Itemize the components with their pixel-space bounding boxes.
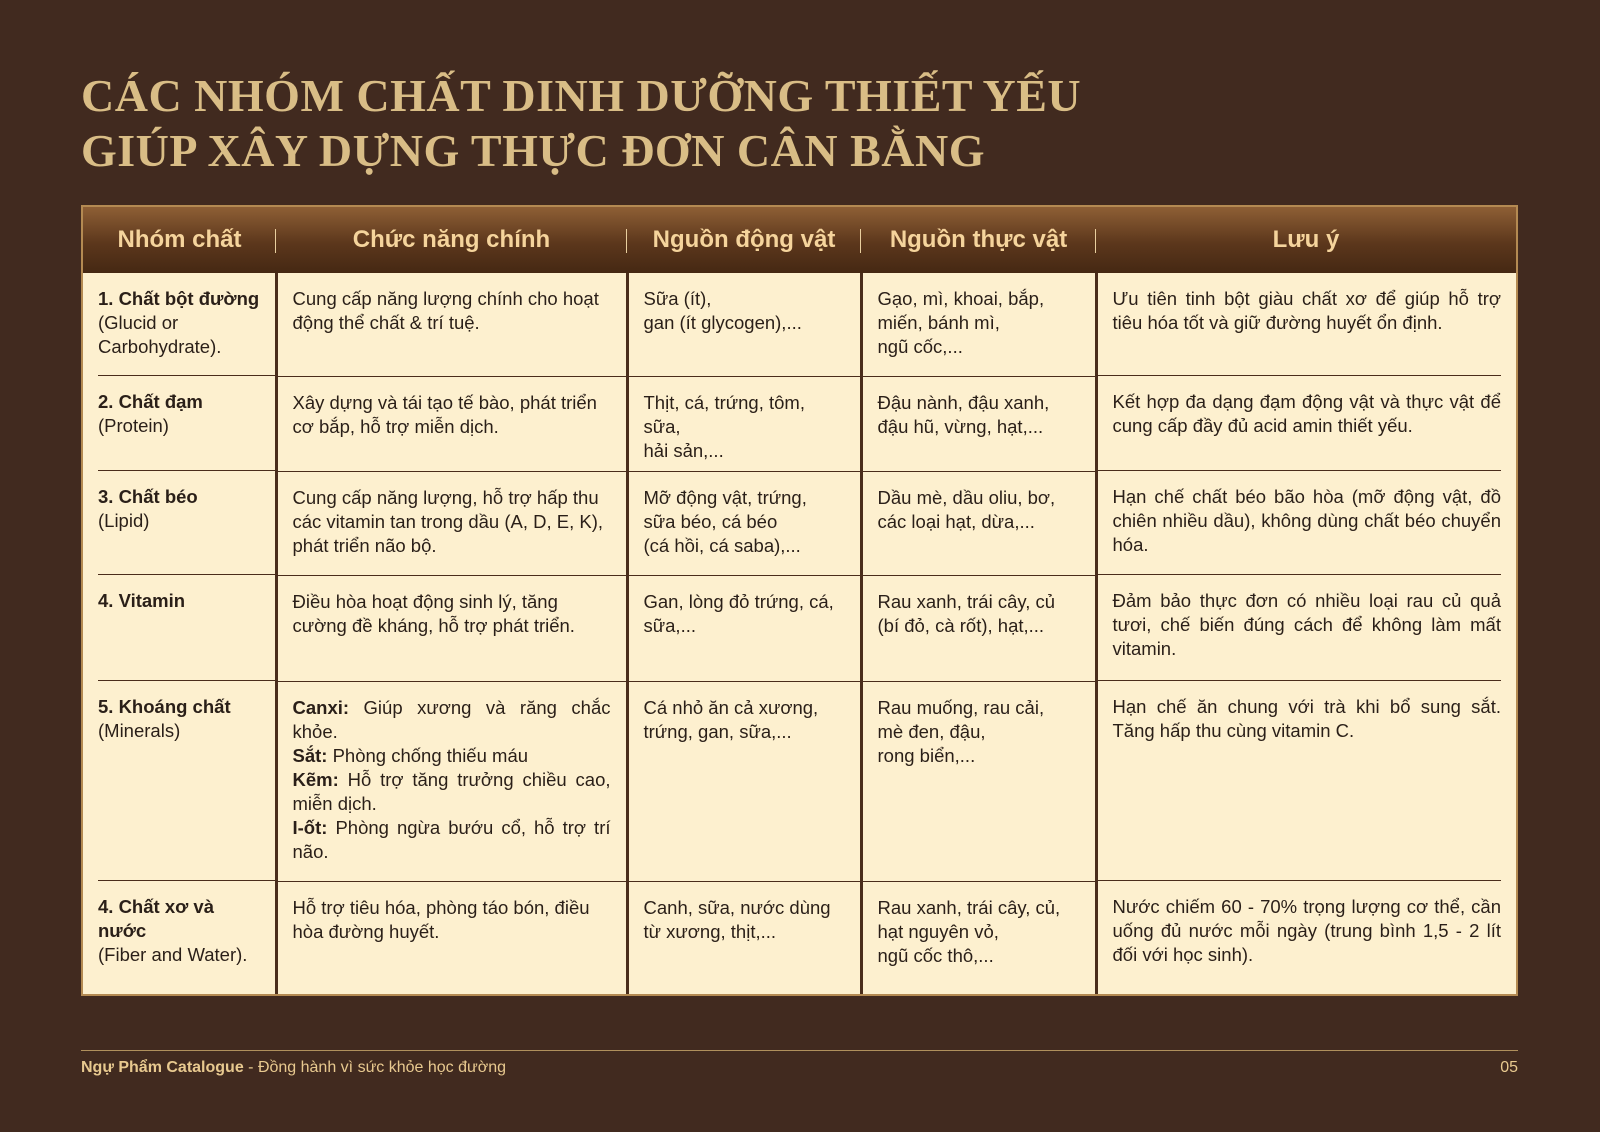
cell-note: Đảm bảo thực đơn có nhiều loại rau củ quả tươi, chế biến đúng cách để không làm mất vitamin. xyxy=(1096,575,1516,681)
table-row xyxy=(83,273,1516,376)
mineral-calcium: Canxi: Giúp xương và răng chắc khỏe. xyxy=(292,696,611,742)
table-row xyxy=(83,376,1516,471)
cell-function: Cung cấp năng lượng, hỗ trợ hấp thu các vitamin tan trong dầu (A, D, E, K), phát triển não bộ. xyxy=(276,471,627,575)
cell-note: Nước chiếm 60 - 70% trọng lượng cơ thể, cần uống đủ nước mỗi ngày (trung bình 1,5 - 2 lít đối với học sinh). xyxy=(1096,881,1516,994)
cell-plant-source: Rau xanh, trái cây, củ, hạt nguyên vỏ, ngũ cốc thô,... xyxy=(861,881,1096,994)
cell-group: 1. Chất bột đường (Glucid or Carbohydrate). xyxy=(98,288,260,357)
mineral-iron: Sắt: Phòng chống thiếu máu xyxy=(292,744,529,766)
table-row xyxy=(83,471,1516,575)
cell-animal-source: Cá nhỏ ăn cả xương, trứng, gan, sữa,... xyxy=(627,681,861,881)
cell-group: 3. Chất béo (Lipid) xyxy=(83,471,276,575)
table-row xyxy=(83,575,1516,681)
cell-note: Ưu tiên tinh bột giàu chất xơ để giúp hỗ trợ tiêu hóa tốt và giữ đường huyết ổn định. xyxy=(1096,273,1516,376)
cell-group: 2. Chất đạm (Protein) xyxy=(83,376,276,471)
cell-function: Cung cấp năng lượng chính cho hoạt động thể chất & trí tuệ. xyxy=(276,273,627,376)
cell-function: Hỗ trợ tiêu hóa, phòng táo bón, điều hòa đường huyết. xyxy=(276,881,627,994)
cell-animal-source: Thịt, cá, trứng, tôm, sữa, hải sản,... xyxy=(627,376,861,471)
cell-group: 4. Chất xơ và nước (Fiber and Water). xyxy=(83,881,276,994)
cell-plant-source: Rau xanh, trái cây, củ (bí đỏ, cà rốt), hạt,... xyxy=(861,575,1096,681)
cell-animal-source: Mỡ động vật, trứng, sữa béo, cá béo (cá hồi, cá saba),... xyxy=(627,471,861,575)
page-title xyxy=(81,68,1081,178)
cell-note: Kết hợp đa dạng đạm động vật và thực vật để cung cấp đầy đủ acid amin thiết yếu. xyxy=(1096,376,1516,471)
cell-function: Xây dựng và tái tạo tế bào, phát triển cơ bắp, hỗ trợ miễn dịch. xyxy=(276,376,627,471)
cell-group: 5. Khoáng chất (Minerals) xyxy=(83,681,276,881)
footer-caption xyxy=(81,1058,506,1078)
cell-function xyxy=(276,681,627,881)
footer-tagline: - Đồng hành vì sức khỏe học đường xyxy=(243,1059,506,1076)
footer-divider xyxy=(81,1050,1518,1051)
cell-animal-source: Gan, lòng đỏ trứng, cá, sữa,... xyxy=(627,575,861,681)
nutrition-table xyxy=(83,207,1516,994)
header-function: Chức năng chính xyxy=(276,207,627,273)
table-row xyxy=(83,681,1516,881)
header-group: Nhóm chất xyxy=(83,207,276,273)
mineral-zinc: Kẽm: Hỗ trợ tăng trưởng chiều cao, miễn dịch. xyxy=(292,768,611,814)
cell-note: Hạn chế ăn chung với trà khi bổ sung sắt. Tăng hấp thu cùng vitamin C. xyxy=(1096,681,1516,881)
header-animal-source: Nguồn động vật xyxy=(627,207,861,273)
nutrition-table-container xyxy=(81,205,1518,996)
cell-plant-source: Gạo, mì, khoai, bắp, miến, bánh mì, ngũ cốc,... xyxy=(861,273,1096,376)
header-plant-source: Nguồn thực vật xyxy=(861,207,1096,273)
cell-plant-source: Đậu nành, đậu xanh, đậu hũ, vừng, hạt,... xyxy=(861,376,1096,471)
cell-note: Hạn chế chất béo bão hòa (mỡ động vật, đồ chiên nhiều dầu), không dùng chất béo chuyển hóa. xyxy=(1096,471,1516,575)
cell-group: 4. Vitamin xyxy=(83,575,276,681)
cell-animal-source: Canh, sữa, nước dùng từ xương, thịt,... xyxy=(627,881,861,994)
page-number: 05 xyxy=(1500,1059,1518,1076)
cell-plant-source: Rau muống, rau cải, mè đen, đậu, rong biển,... xyxy=(861,681,1096,881)
cell-animal-source: Sữa (ít), gan (ít glycogen),... xyxy=(627,273,861,376)
header-note: Lưu ý xyxy=(1096,207,1516,273)
table-header-row xyxy=(83,207,1516,273)
cell-plant-source: Dầu mè, dầu oliu, bơ, các loại hạt, dừa,... xyxy=(861,471,1096,575)
mineral-iodine: I-ốt: Phòng ngừa bướu cổ, hỗ trợ trí não. xyxy=(292,816,611,862)
title-line-2: GIÚP XÂY DỰNG THỰC ĐƠN CÂN BẰNG xyxy=(81,125,985,176)
footer-brand: Ngự Phẩm Catalogue xyxy=(81,1059,244,1076)
title-line-1: CÁC NHÓM CHẤT DINH DƯỠNG THIẾT YẾU xyxy=(81,70,1082,121)
table-row xyxy=(83,881,1516,994)
cell-function: Điều hòa hoạt động sinh lý, tăng cường đề kháng, hỗ trợ phát triển. xyxy=(276,575,627,681)
